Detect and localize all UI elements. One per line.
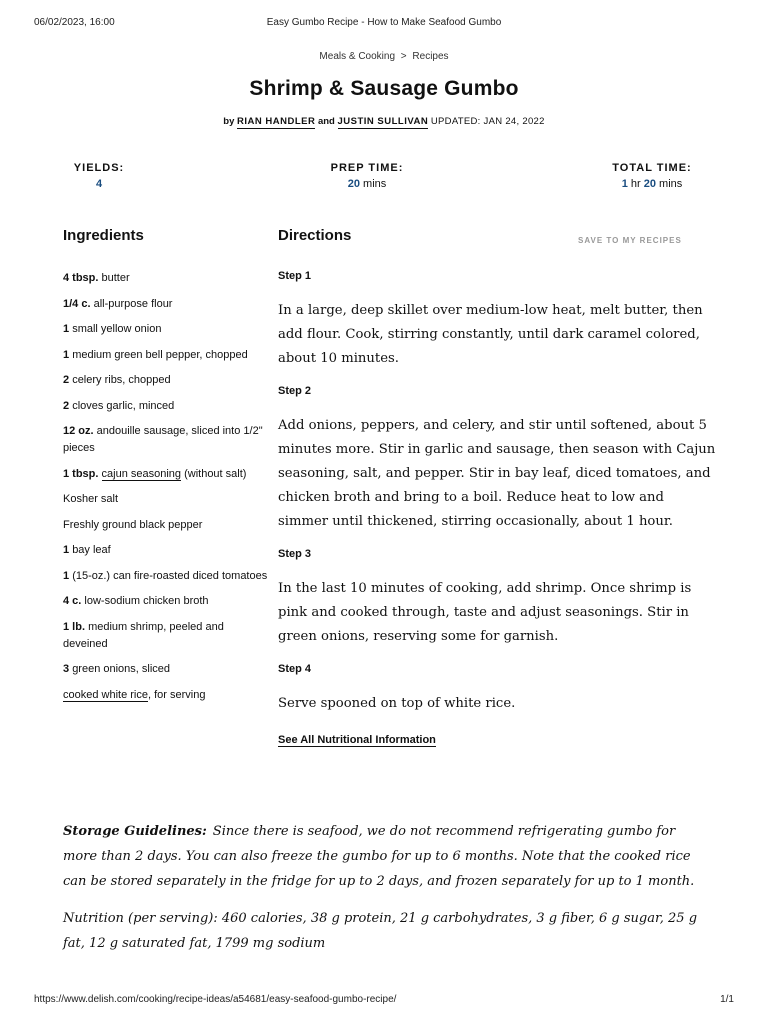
ingredients-list: [63, 270, 268, 712]
breadcrumb-item-recipes[interactable]: Recipes: [412, 51, 449, 62]
ingredient-text: (without salt): [184, 467, 247, 480]
prep-time-label: PREP TIME:: [330, 162, 404, 174]
ingredient-text: andouille sausage, sliced into 1/2" pieces: [63, 425, 263, 454]
directions-list: [278, 270, 718, 748]
prep-time-value: 20: [347, 178, 360, 190]
ingredient-qty: 1: [63, 569, 70, 582]
ingredient-text: cloves garlic, minced: [72, 399, 175, 412]
print-datetime: 06/02/2023, 16:00: [34, 17, 115, 28]
ingredient-item: [63, 321, 268, 338]
ingredient-text: (15-oz.) can fire-roasted diced tomatoes: [72, 569, 268, 582]
ingredient-qty: 1/4 c.: [63, 297, 91, 310]
ingredient-text: medium shrimp, peeled and deveined: [63, 620, 224, 650]
page-title: Shrimp & Sausage Gumbo: [249, 77, 519, 100]
step-text: Serve spooned on top of white rice.: [278, 696, 516, 711]
print-page-count: 1/1: [720, 994, 734, 1005]
save-to-my-recipes-button[interactable]: SAVE TO MY RECIPES: [578, 236, 682, 245]
storage-guidelines-text: Since there is seafood, we do not recommend refrigerating gumbo for more than 2 days. You can also freeze the gumbo for up to 6 months. Note that the cooked rice can be stored separately in the fridge for up to 2 days, and frozen separately for up to 1 month.: [63, 824, 695, 889]
total-time-minutes: 20: [643, 178, 656, 190]
total-time-min-unit: mins: [659, 178, 683, 190]
print-footer: [34, 994, 734, 1008]
ingredient-text: green onions, sliced: [72, 663, 171, 675]
ingredient-qty: 1: [63, 544, 70, 556]
ingredient-text: all-purpose flour: [93, 297, 173, 310]
ingredient-item: [63, 661, 268, 678]
total-time-hours: 1: [621, 178, 628, 190]
ingredient-item: [63, 593, 268, 610]
total-time-value-row: [600, 178, 704, 190]
step-label: Step 4: [278, 663, 312, 675]
ingredient-text: , for serving: [148, 688, 206, 701]
ingredient-item: [63, 296, 268, 313]
ingredient-item: [63, 619, 268, 653]
ingredient-qty: 3: [63, 663, 70, 675]
byline-and: and: [317, 116, 335, 127]
yields-value-row: [56, 178, 142, 190]
byline-by: by: [223, 116, 235, 127]
step-text: In a large, deep skillet over medium-low heat, melt butter, then add flour. Cook, stirring constantly, until dark caramel colored, about 10 minutes.: [278, 303, 703, 366]
ingredient-item: [63, 542, 268, 559]
ingredient-text: low-sodium chicken broth: [84, 595, 209, 607]
nutrition-summary: Nutrition (per serving): 460 calories, 38 g protein, 21 g carbohydrates, 3 g fiber, 6 g sugar, 25 g fat, 12 g saturated fat, 1799 mg sodium: [63, 911, 698, 951]
directions-heading: Directions: [278, 227, 352, 244]
nutritional-information-link[interactable]: See All Nutritional Information: [278, 734, 436, 746]
ingredient-qty: 1: [63, 323, 70, 335]
author-link[interactable]: RIAN HANDLER: [237, 116, 316, 127]
print-url: https://www.delish.com/cooking/recipe-ideas/a54681/easy-seafood-gumbo-recipe/: [34, 994, 397, 1005]
byline: [0, 116, 768, 127]
step-label: Step 3: [278, 548, 312, 560]
ingredient-qty: 1: [63, 348, 70, 361]
ingredient-qty: 4 tbsp.: [63, 272, 99, 284]
storage-guidelines-label: Storage Guidelines:: [63, 824, 207, 839]
yields-label: YIELDS:: [73, 162, 125, 174]
ingredient-qty: 1 lb.: [63, 620, 86, 633]
step-label: Step 2: [278, 385, 312, 397]
print-page-title: Easy Gumbo Recipe - How to Make Seafood Gumbo: [266, 17, 502, 28]
ingredient-text: butter: [101, 272, 130, 284]
step-text: Add onions, peppers, and celery, and stir until softened, about 5 minutes more. Stir in garlic and sausage, then season with Cajun seasoning, salt, and pepper. Stir in bay leaf, diced tomatoes, and chicken broth and bring to a boil. Reduce heat to low and simmer until thickened, stirring occasionally, about 1 hour.: [278, 418, 716, 529]
storage-guidelines: [63, 819, 713, 894]
ingredient-text: medium green bell pepper, chopped: [72, 348, 248, 361]
ingredient-item: [63, 466, 268, 483]
yields-value: 4: [95, 178, 103, 190]
ingredient-text: celery ribs, chopped: [72, 374, 171, 386]
ingredient-qty: 2: [63, 374, 70, 386]
ingredient-text: Kosher salt: [63, 493, 119, 505]
step-text: In the last 10 minutes of cooking, add shrimp. Once shrimp is pink and cooked through, taste and adjust seasonings. Stir in green onions, reserving some for garnish.: [278, 581, 692, 644]
ingredient-item: [63, 423, 268, 457]
ingredient-qty: 2: [63, 399, 70, 412]
print-header: [34, 17, 734, 31]
ingredient-item: [63, 347, 268, 364]
ingredient-qty: 1 tbsp.: [63, 467, 99, 480]
prep-time-unit: mins: [363, 178, 387, 190]
author-link[interactable]: JUSTIN SULLIVAN: [337, 116, 429, 127]
total-time-hr-unit: hr: [630, 178, 641, 190]
breadcrumb-separator: >: [400, 51, 407, 62]
step-label: Step 1: [278, 270, 312, 282]
breadcrumb-item-meals[interactable]: Meals & Cooking: [319, 51, 396, 62]
ingredient-qty: 12 oz.: [63, 425, 94, 437]
breadcrumb: [0, 51, 768, 62]
ingredient-item: [63, 398, 268, 415]
ingredient-text: small yellow onion: [72, 323, 162, 335]
ingredient-item: [63, 372, 268, 389]
yields-block: [56, 162, 142, 190]
ingredient-text: bay leaf: [72, 544, 111, 556]
ingredient-qty: 4 c.: [63, 595, 82, 607]
prep-time-value-row: [318, 178, 416, 190]
total-time-label: TOTAL TIME:: [612, 162, 692, 174]
total-time-block: [600, 162, 704, 190]
ingredient-text: Freshly ground black pepper: [63, 518, 203, 531]
ingredient-item: [63, 568, 268, 585]
ingredient-item: [63, 517, 268, 534]
updated-date: UPDATED: JAN 24, 2022: [430, 116, 545, 127]
prep-time-block: [318, 162, 416, 190]
ingredients-heading: Ingredients: [63, 227, 144, 244]
cooked-white-rice-link[interactable]: cooked white rice: [63, 688, 148, 701]
ingredient-item: [63, 687, 268, 704]
cajun-seasoning-link[interactable]: cajun seasoning: [101, 467, 182, 480]
ingredient-item: [63, 491, 268, 508]
ingredient-item: [63, 270, 268, 287]
